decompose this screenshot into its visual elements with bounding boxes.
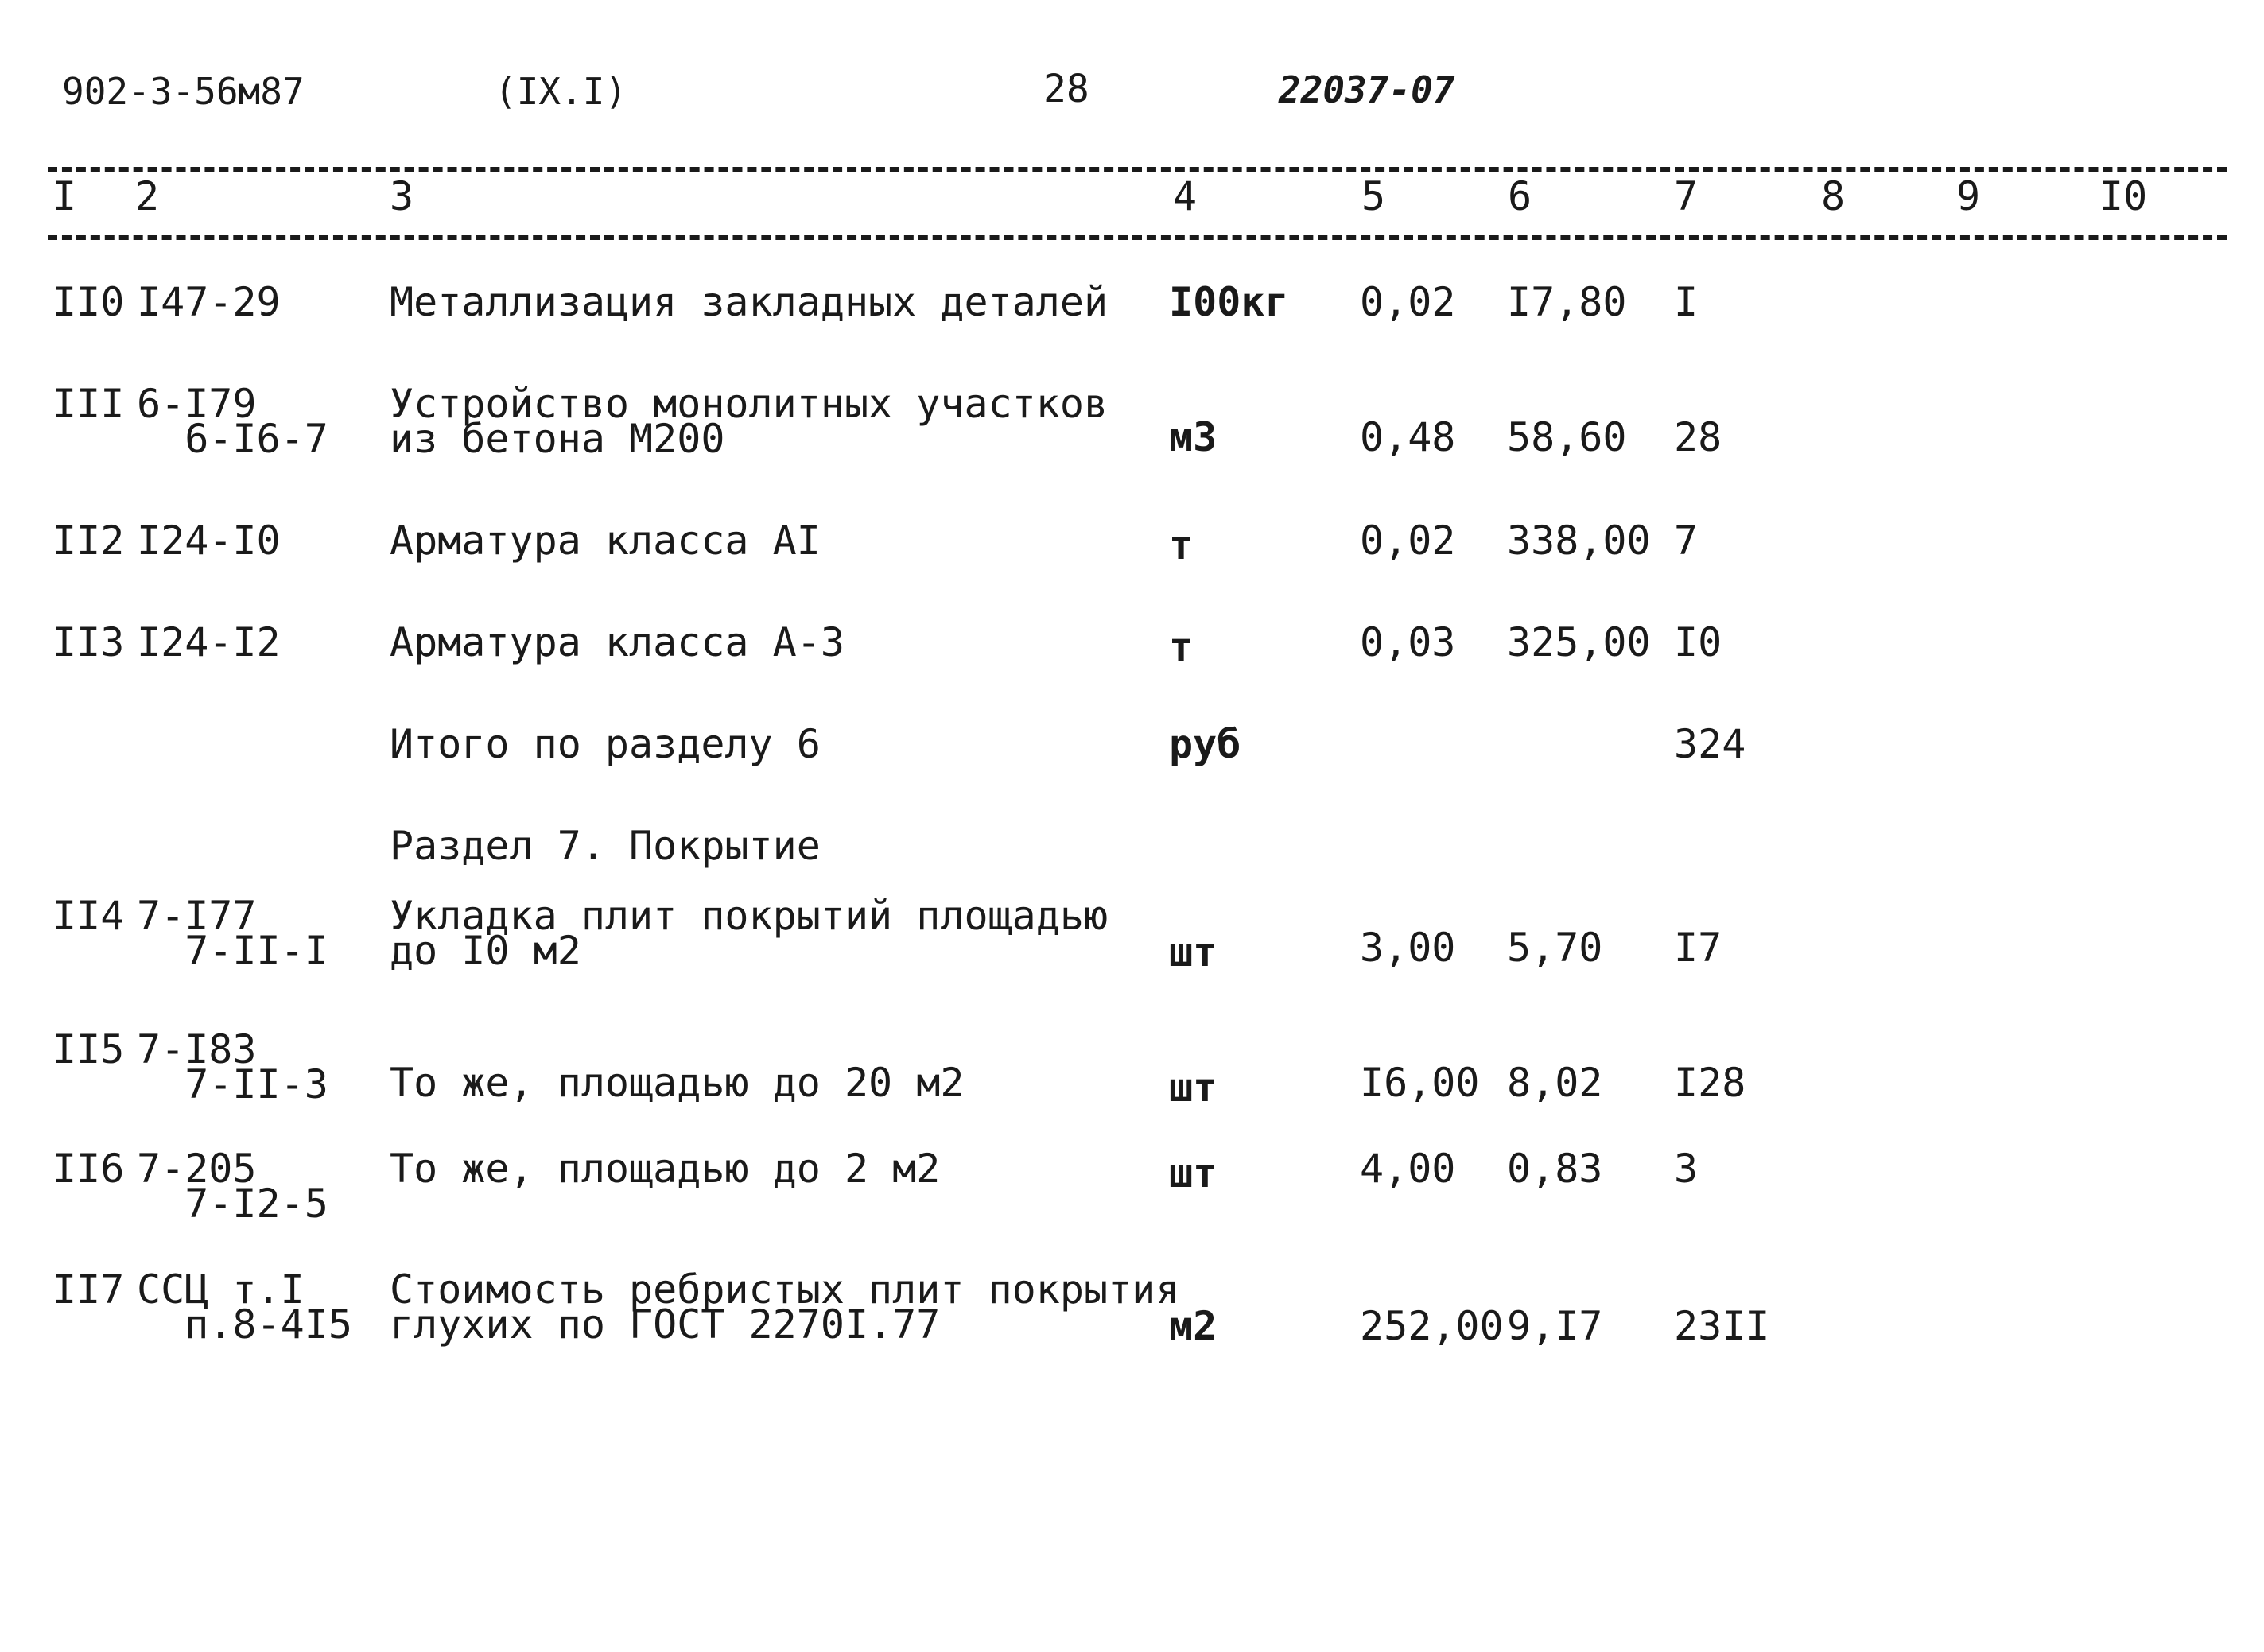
unit-price: 5,70 bbox=[1507, 925, 1603, 971]
unit: м3 bbox=[1169, 414, 1217, 460]
norm-code: I47-29 bbox=[137, 279, 281, 325]
subtotal-label: Итого по разделу 6 bbox=[390, 721, 821, 767]
doc-number: 22037-07 bbox=[1279, 68, 1455, 111]
quantity: 252,00 bbox=[1360, 1303, 1504, 1349]
section-heading: Раздел 7. Покрытие bbox=[390, 823, 821, 869]
quantity: 4,00 bbox=[1360, 1146, 1456, 1192]
unit: руб bbox=[1169, 721, 1241, 767]
unit: т bbox=[1169, 522, 1194, 568]
quantity: 0,48 bbox=[1360, 414, 1456, 460]
row-number: II4 bbox=[52, 893, 125, 939]
col-number-7: 7 bbox=[1674, 173, 1699, 219]
col-number-3: 3 bbox=[390, 173, 414, 219]
unit: шт bbox=[1169, 929, 1217, 975]
total-cost: 23II bbox=[1674, 1303, 1770, 1349]
unit: шт bbox=[1169, 1064, 1217, 1111]
col-number-2: 2 bbox=[135, 173, 160, 219]
work-name: Арматура класса АI bbox=[390, 518, 821, 564]
norm-code: I24-I0 bbox=[137, 518, 281, 564]
unit-price: 9,I7 bbox=[1507, 1303, 1603, 1349]
col-number-4: 4 bbox=[1173, 173, 1198, 219]
total-cost: I0 bbox=[1674, 619, 1722, 665]
header-rule-bottom bbox=[48, 235, 2227, 240]
subtotal-value: 324 bbox=[1674, 721, 1746, 767]
row-number: III bbox=[52, 381, 125, 427]
project-code: 902-3-56м87 bbox=[62, 70, 305, 113]
total-cost: I bbox=[1674, 279, 1699, 325]
norm-code: 7-205 7-I2-5 bbox=[137, 1146, 328, 1227]
quantity: 3,00 bbox=[1360, 925, 1456, 971]
unit-price: 0,83 bbox=[1507, 1146, 1603, 1192]
unit: шт bbox=[1169, 1150, 1217, 1196]
work-name: Арматура класса А-3 bbox=[390, 619, 845, 665]
quantity: 0,02 bbox=[1360, 279, 1456, 325]
col-number-5: 5 bbox=[1361, 173, 1386, 219]
col-number-1: I bbox=[52, 173, 77, 219]
total-cost: 7 bbox=[1674, 518, 1699, 564]
unit-price: 8,02 bbox=[1507, 1060, 1603, 1106]
norm-code: I24-I2 bbox=[137, 619, 281, 665]
unit-price: 58,60 bbox=[1507, 414, 1627, 460]
work-name: Укладка плит покрытий площадью до I0 м2 bbox=[390, 893, 1109, 974]
unit: I00кг bbox=[1169, 279, 1289, 325]
norm-code: 7-I83 7-II-3 bbox=[137, 1026, 328, 1107]
section-ref: (IX.I) bbox=[495, 70, 627, 113]
work-name: Металлизация закладных деталей bbox=[390, 279, 1109, 325]
unit-price: I7,80 bbox=[1507, 279, 1627, 325]
quantity: 0,03 bbox=[1360, 619, 1456, 665]
unit: м2 bbox=[1169, 1303, 1217, 1349]
total-cost: 3 bbox=[1674, 1146, 1699, 1192]
col-number-6: 6 bbox=[1508, 173, 1532, 219]
unit: т bbox=[1169, 624, 1194, 670]
unit-price: 325,00 bbox=[1507, 619, 1651, 665]
quantity: 0,02 bbox=[1360, 518, 1456, 564]
total-cost: I28 bbox=[1674, 1060, 1746, 1106]
col-number-9: 9 bbox=[1956, 173, 1981, 219]
col-number-8: 8 bbox=[1821, 173, 1846, 219]
work-name: Устройство монолитных участков из бетона М200 bbox=[390, 381, 1109, 462]
row-number: II0 bbox=[52, 279, 125, 325]
work-name: То же, площадью до 20 м2 bbox=[390, 1060, 965, 1106]
header-rule-top bbox=[48, 167, 2227, 172]
row-number: II6 bbox=[52, 1146, 125, 1192]
col-number-10: I0 bbox=[2099, 173, 2148, 219]
quantity: I6,00 bbox=[1360, 1060, 1480, 1106]
unit-price: 338,00 bbox=[1507, 518, 1651, 564]
work-name: То же, площадью до 2 м2 bbox=[390, 1146, 941, 1192]
page-number: 28 bbox=[1043, 67, 1089, 111]
row-number: II7 bbox=[52, 1266, 125, 1313]
row-number: II5 bbox=[52, 1026, 125, 1072]
work-name: Стоимость ребристых плит покрытия глухих по ГОСТ 2270I.77 bbox=[390, 1266, 1180, 1348]
total-cost: 28 bbox=[1674, 414, 1722, 460]
norm-code: 7-I77 7-II-I bbox=[137, 893, 328, 974]
norm-code: 6-I79 6-I6-7 bbox=[137, 381, 328, 462]
row-number: II3 bbox=[52, 619, 125, 665]
norm-code: ССЦ т.I п.8-4I5 bbox=[137, 1266, 352, 1348]
total-cost: I7 bbox=[1674, 925, 1722, 971]
row-number: II2 bbox=[52, 518, 125, 564]
